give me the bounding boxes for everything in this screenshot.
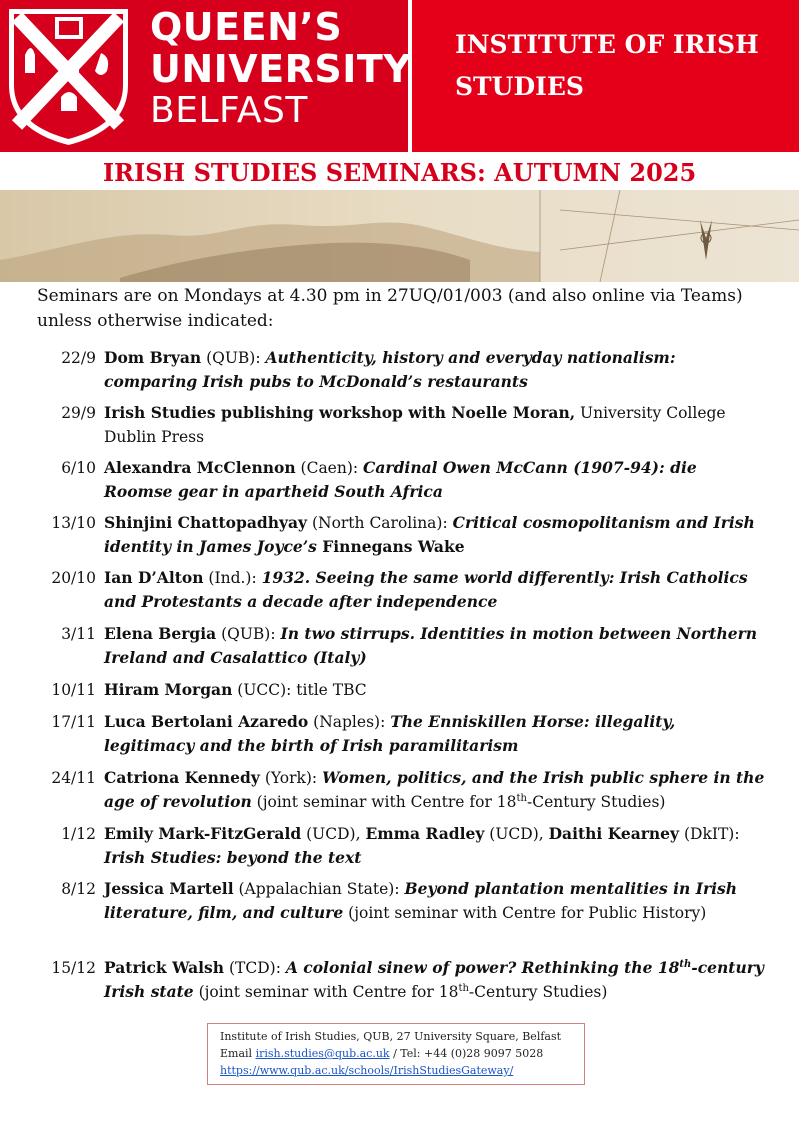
website-link[interactable]: https://www.qub.ac.uk/schools/IrishStudiesGateway/ [220, 1064, 514, 1077]
speaker: Elena Bergia [104, 624, 217, 643]
contact-address: Institute of Irish Studies, QUB, 27 University Square, Belfast [220, 1030, 562, 1043]
header [0, 0, 799, 152]
talk-title: Cardinal Owen McCann (1907-94): die Roomse gear in apartheid South Africa [104, 458, 697, 501]
seminar-date: 20/10 [51, 569, 96, 587]
wordmark-line3: BELFAST [150, 90, 308, 131]
speaker: Irish Studies publishing workshop with Noelle Moran, [104, 403, 576, 422]
affiliation: (Naples): [308, 713, 391, 731]
affiliation: (UCC): title TBC [232, 681, 367, 699]
seminar-date: 3/11 [61, 625, 96, 643]
seminar-date: 22/9 [61, 349, 96, 367]
speaker: Hiram Morgan [104, 680, 233, 699]
talk-title-book: Finnegans Wake [316, 537, 465, 556]
historic-map-banner [0, 190, 799, 282]
talk-title: Women, politics, and the Irish public sphere in the age of revolution [104, 768, 765, 811]
ordinal-suffix: th [458, 982, 469, 994]
institute-title [455, 24, 785, 108]
seminar-date: 1/12 [61, 825, 96, 843]
talk-title: A colonial sinew of power? Rethinking the 18 [285, 958, 680, 977]
university-logo [0, 0, 412, 152]
talk-title: In two stirrups. Identities in motion between Northern Ireland and Casalattico (Italy) [104, 624, 758, 667]
seminar-entry [104, 678, 764, 702]
seminar-entry [104, 456, 764, 504]
seminar-entry [104, 877, 764, 925]
seminar-date: 6/10 [61, 459, 96, 477]
seminar-entry [104, 401, 764, 449]
speaker: Emma Radley [365, 824, 485, 843]
affiliation: (DkIT): [679, 825, 740, 843]
seminar-entry [104, 710, 764, 758]
speaker: Jessica Martell [104, 879, 234, 898]
affiliation: (TCD): [224, 959, 286, 977]
talk-title: Beyond plantation mentalities in Irish literature, film, and culture [104, 879, 738, 922]
contact-box [207, 1023, 585, 1085]
seminar-date: 24/11 [51, 769, 96, 787]
wordmark-line1: QUEEN’S [150, 5, 343, 49]
affiliation: (North Carolina): [307, 514, 453, 532]
speaker: Ian D’Alton [104, 568, 204, 587]
university-crest-icon [5, 5, 132, 148]
joint-note-end: -Century Studies) [468, 983, 608, 1001]
seminar-entry [104, 956, 764, 1004]
seminar-date: 29/9 [61, 404, 96, 422]
joint-note: (joint seminar with Centre for Public History) [343, 904, 707, 922]
institute-title-line1: INSTITUTE OF IRISH [455, 30, 759, 59]
joint-note: (joint seminar with Centre for 18 [251, 793, 517, 811]
talk-title: The Enniskillen Horse: illegality, legitimacy and the birth of Irish paramilitarism [104, 712, 676, 755]
speaker: Shinjini Chattopadhyay [104, 513, 308, 532]
affiliation: (UCD), [484, 825, 549, 843]
speaker: Luca Bertolani Azaredo [104, 712, 309, 731]
affiliation: (QUB): [216, 625, 281, 643]
affiliation: (Caen): [295, 459, 364, 477]
seminar-date: 15/12 [51, 959, 96, 977]
affiliation: (Appalachian State): [233, 880, 405, 898]
url-line [220, 1062, 572, 1079]
seminar-entry [104, 622, 764, 670]
talk-title: Irish Studies: beyond the text [104, 848, 362, 867]
seminar-heading: IRISH STUDIES SEMINARS: AUTUMN 2025 [102, 158, 697, 187]
speaker: Alexandra McClennon [104, 458, 296, 477]
speaker: Catriona Kennedy [104, 768, 260, 787]
university-wordmark [150, 6, 411, 132]
talk-title: 1932. Seeing the same world differently: Irish Catholics and Protestants a decade after independence [104, 568, 748, 611]
affiliation: (QUB): [201, 349, 266, 367]
wordmark-line2: UNIVERSITY [150, 47, 412, 91]
email-label: Email [220, 1047, 256, 1060]
joint-note-end: -Century Studies) [527, 793, 666, 811]
affiliation: University College Dublin Press [104, 404, 726, 446]
affiliation: (York): [259, 769, 323, 787]
speaker: Daithi Kearney [548, 824, 680, 843]
affiliation: (Ind.): [203, 569, 262, 587]
contact-line [220, 1045, 572, 1062]
seminar-date: 13/10 [51, 514, 96, 532]
talk-title: Critical cosmopolitanism and Irish identity in James Joyce’s [104, 513, 755, 556]
talk-title-end: -century Irish state [104, 958, 764, 1001]
seminar-entry [104, 822, 764, 870]
ordinal-suffix: th [679, 958, 692, 970]
speaker: Dom Bryan [104, 348, 202, 367]
email-link[interactable]: irish.studies@qub.ac.uk [255, 1047, 390, 1060]
seminar-entry [104, 346, 764, 394]
affiliation: (UCD), [301, 825, 366, 843]
telephone: / Tel: +44 (0)28 9097 5028 [389, 1047, 544, 1060]
joint-note: (joint seminar with Centre for 18 [193, 983, 459, 1001]
seminar-date: 17/11 [51, 713, 96, 731]
seminar-entry [104, 766, 769, 814]
intro-text: Seminars are on Mondays at 4.30 pm in 27UQ/01/003 (and also online via Teams) unless otherwise indicated: [37, 286, 743, 331]
talk-title: Authenticity, history and everyday nationalism: comparing Irish pubs to McDonald’s restaurants [104, 348, 676, 391]
speaker: Patrick Walsh [104, 958, 225, 977]
seminar-entry [104, 566, 764, 614]
seminar-date: 8/12 [61, 880, 96, 898]
institute-title-line2: STUDIES [455, 72, 584, 101]
ordinal-suffix: th [516, 792, 527, 804]
speaker: Emily Mark-FitzGerald [104, 824, 302, 843]
seminar-date: 10/11 [51, 681, 96, 699]
seminar-entry [104, 511, 764, 559]
